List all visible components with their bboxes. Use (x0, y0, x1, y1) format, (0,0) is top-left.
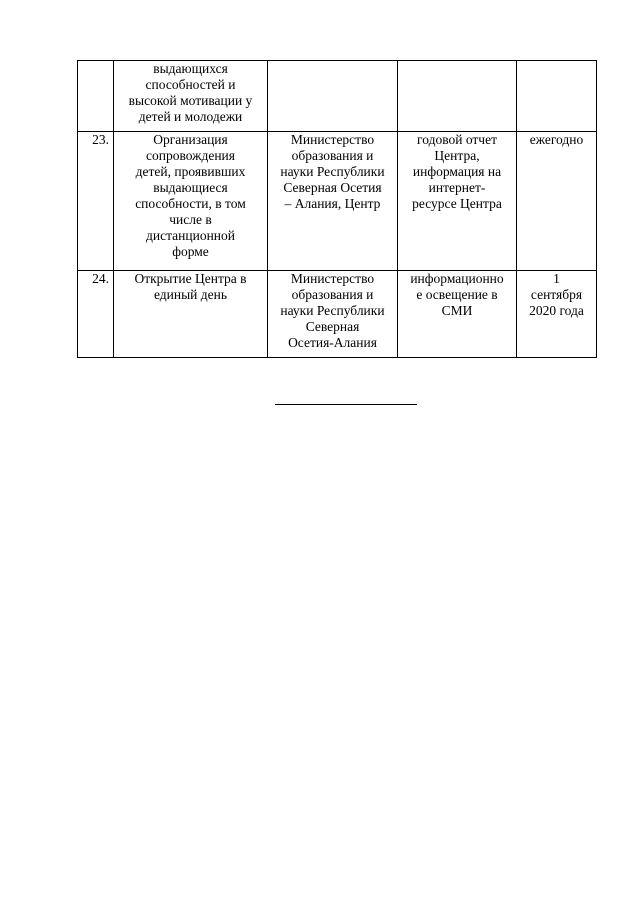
form-cell: информационно е освещение в СМИ (398, 271, 517, 358)
form-cell (398, 61, 517, 132)
activity-cell: Открытие Центра в единый день (114, 271, 268, 358)
row-number (78, 61, 114, 132)
form-cell: годовой отчет Центра, информация на интернет- ресурсе Центра (398, 132, 517, 271)
row-number: 23. (78, 132, 114, 271)
row-number: 24. (78, 271, 114, 358)
term-cell: ежегодно (517, 132, 597, 271)
plan-table (77, 60, 597, 358)
activity-cell: выдающихся способностей и высокой мотивации у детей и молодежи (114, 61, 268, 132)
table-row (78, 132, 597, 271)
table-row (78, 61, 597, 132)
activity-cell: Организация сопровождения детей, проявивших выдающиеся способности, в том числе в дистанционной форме (114, 132, 268, 271)
end-of-document-rule (275, 404, 417, 405)
responsible-cell: Министерство образования и науки Республики Северная Осетия-Алания (268, 271, 398, 358)
term-cell: 1 сентября 2020 года (517, 271, 597, 358)
responsible-cell (268, 61, 398, 132)
responsible-cell: Министерство образования и науки Республики Северная Осетия – Алания, Центр (268, 132, 398, 271)
term-cell (517, 61, 597, 132)
table-row (78, 271, 597, 358)
